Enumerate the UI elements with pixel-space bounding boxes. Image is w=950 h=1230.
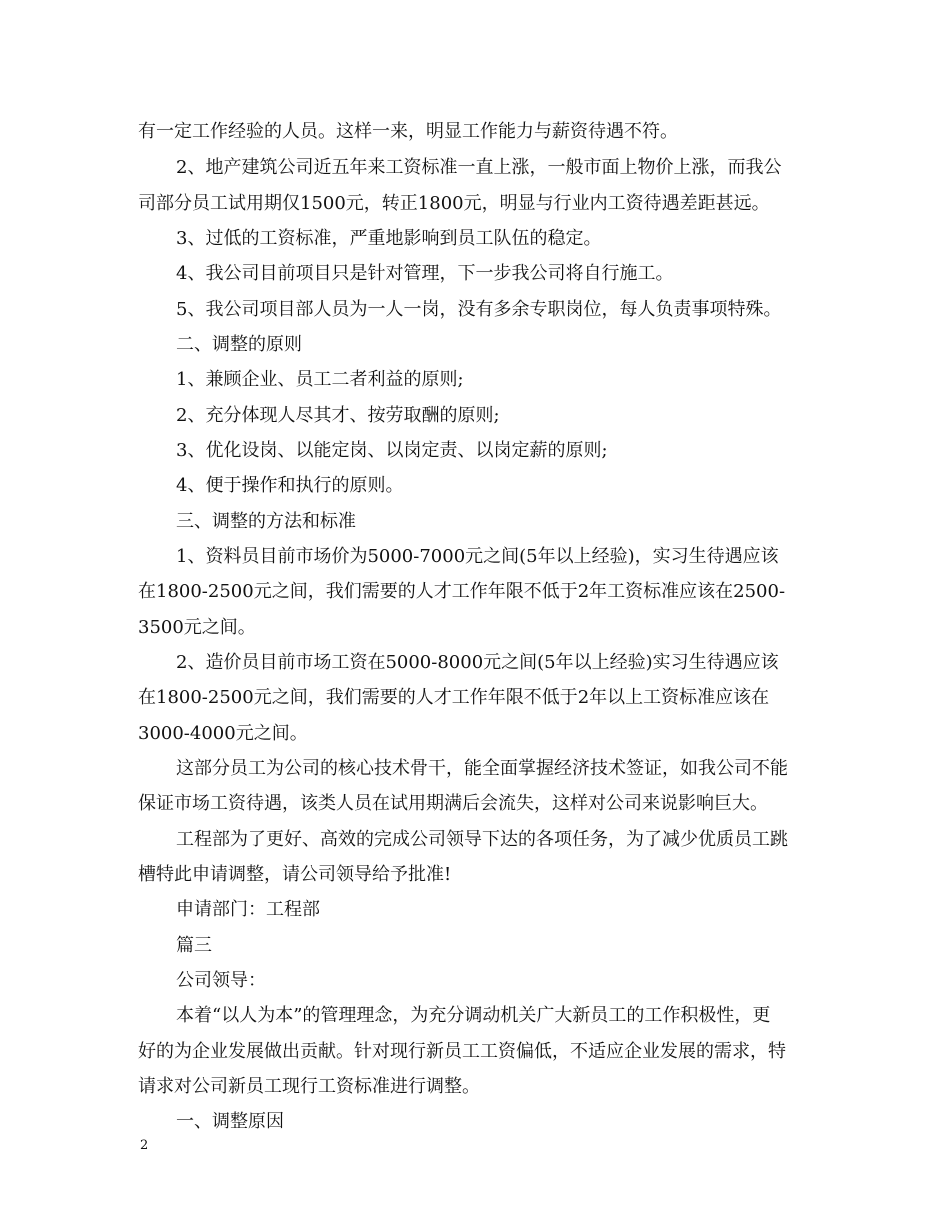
section-heading: 二、调整的原则 — [176, 334, 302, 355]
body-line: 槽特此申请调整，请公司领导给予批准! — [138, 864, 452, 885]
body-line: 本着“以人为本”的管理理念，为充分调动机关广大新员工的工作积极性，更 — [176, 1005, 771, 1026]
body-line: 申请部门：工程部 — [176, 899, 320, 920]
body-line: 3000-4000元之间。 — [138, 723, 308, 744]
body-line: 保证市场工资待遇，该类人员在试用期满后会流失，这样对公司来说影响巨大。 — [138, 793, 768, 814]
body-line: 5、我公司项目部人员为一人一岗，没有多余专职岗位，每人负责事项特殊。 — [176, 299, 782, 320]
body-line: 3、优化设岗、以能定岗、以岗定责、以岗定薪的原则; — [176, 440, 608, 461]
section-heading: 一、调整原因 — [176, 1111, 284, 1132]
body-line: 好的为企业发展做出贡献。针对现行新员工工资偏低，不适应企业发展的需求，特 — [138, 1041, 786, 1062]
body-line: 这部分员工为公司的核心技术骨干，能全面掌握经济技术签证，如我公司不能 — [176, 758, 788, 779]
body-line: 在1800-2500元之间，我们需要的人才工作年限不低于2年工资标准应该在2500- — [138, 581, 786, 602]
body-line: 请求对公司新员工现行工资标准进行调整。 — [138, 1076, 480, 1097]
body-line: 3、过低的工资标准，严重地影响到员工队伍的稳定。 — [176, 228, 602, 249]
body-line: 2、造价员目前市场工资在5000-8000元之间(5年以上经验)实习生待遇应该 — [176, 652, 779, 673]
body-line: 3500元之间。 — [138, 617, 256, 638]
body-line: 公司领导： — [176, 970, 266, 991]
body-line: 1、资料员目前市场价为5000-7000元之间(5年以上经验)，实习生待遇应该 — [176, 546, 779, 567]
body-line: 工程部为了更好、高效的完成公司领导下达的各项任务，为了减少优质员工跳 — [176, 829, 788, 850]
body-line: 4、我公司目前项目只是针对管理，下一步我公司将自行施工。 — [176, 263, 674, 284]
page-number: 2 — [140, 1138, 149, 1153]
section-heading: 三、调整的方法和标准 — [176, 511, 356, 532]
body-line: 有一定工作经验的人员。这样一来，明显工作能力与薪资待遇不符。 — [138, 121, 678, 142]
body-line: 在1800-2500元之间，我们需要的人才工作年限不低于2年以上工资标准应该在 — [138, 687, 770, 708]
body-line: 4、便于操作和执行的原则。 — [176, 475, 404, 496]
body-line: 2、地产建筑公司近五年来工资标准一直上涨，一般市面上物价上涨，而我公 — [176, 157, 782, 178]
body-line: 司部分员工试用期仅1500元，转正1800元，明显与行业内工资待遇差距甚远。 — [138, 193, 770, 214]
body-line: 2、充分体现人尽其才、按劳取酬的原则; — [176, 405, 500, 426]
body-line: 1、兼顾企业、员工二者利益的原则; — [176, 369, 464, 390]
section-heading: 篇三 — [176, 935, 212, 956]
